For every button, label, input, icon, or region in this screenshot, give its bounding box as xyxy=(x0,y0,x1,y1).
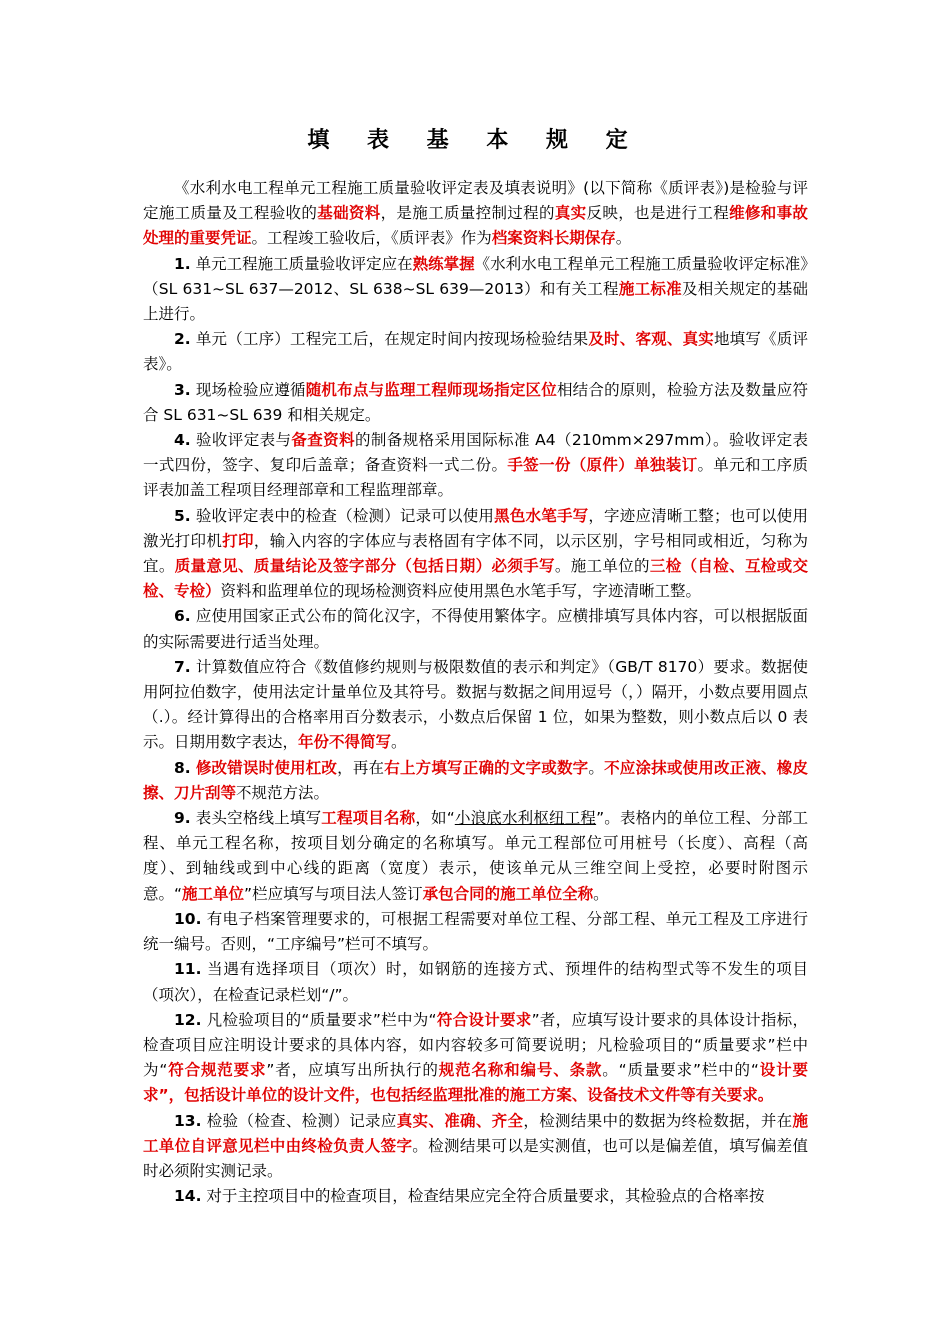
text-run: 及相关规定的基础上进行。 xyxy=(143,279,808,324)
paragraph-6 xyxy=(143,604,808,654)
highlighted-text: 不应涂抹或使用改正液、橡皮擦、刀片刮等 xyxy=(143,758,808,802)
highlighted-text: 随机布点与监理工程师现场指定区位 xyxy=(305,380,557,399)
highlighted-text: 手签一份（原件）单独装订 xyxy=(507,456,698,475)
item-number: 14. xyxy=(174,1187,202,1206)
paragraph-1 xyxy=(143,252,808,328)
text-run: 。 xyxy=(588,758,605,777)
text-run: 现场检验应遵循 xyxy=(190,380,306,399)
highlighted-text: 三检（自检、互检或交检、专检） xyxy=(143,557,808,601)
text-run: 表头空格线上填写 xyxy=(190,809,322,828)
text-run: ”者，应填写出所执行的 xyxy=(266,1061,439,1080)
text-run: 检验（检查、检测）记录应 xyxy=(201,1111,397,1130)
paragraph-14 xyxy=(143,1184,808,1209)
item-number: 2. xyxy=(174,330,191,349)
highlighted-text: 档案资料长期保存 xyxy=(491,229,616,248)
text-run: 不规范方法。 xyxy=(236,783,330,802)
paragraph-0 xyxy=(143,176,808,252)
highlighted-text: 工程项目名称 xyxy=(321,809,416,828)
highlighted-text: 维修和事故处理的重要凭证 xyxy=(143,204,808,248)
item-number: 9. xyxy=(174,809,191,828)
item-number: 13. xyxy=(174,1111,202,1130)
paragraph-7 xyxy=(143,655,808,756)
highlighted-text: 熟练掌握 xyxy=(412,254,475,273)
text-run: 对于主控项目中的检查项目，检查结果应完全符合质量要求，其检验点的合格率按 xyxy=(201,1187,765,1206)
highlighted-text: 设计要求”，包括设计单位的设计文件，也包括经监理批准的施工方案、设备技术文件等有关要求。 xyxy=(143,1061,808,1105)
highlighted-text: 承包合同的施工单位全称 xyxy=(422,884,594,903)
text-run: ，输入内容的字体应与表格固有字体不同，以示区别，字号相同或相近，匀称为宜。 xyxy=(143,531,808,576)
text-run: 的制备规格采用国际标准 A4（210mm×297mm）。验收评定表一式四份，签字、复印后盖章；备查资料一式二份。 xyxy=(143,431,808,475)
highlighted-text: 施工单位 xyxy=(182,884,245,903)
text-run: ，如“ xyxy=(415,809,455,828)
highlighted-text: 黑色水笔手写 xyxy=(494,506,589,525)
item-number: 11. xyxy=(174,960,202,979)
paragraph-8 xyxy=(143,756,808,806)
highlighted-text: 施工标准 xyxy=(618,279,682,298)
item-number: 3. xyxy=(174,380,191,399)
paragraph-4 xyxy=(143,428,808,504)
text-run: ”者，应填写设计要求的具体设计指标，检查项目应注明设计要求的具体内容，如内容较多可简要说明；凡检验项目的“质量要求”栏中为“ xyxy=(143,1010,808,1080)
text-run: 单元工程施工质量验收评定应在 xyxy=(190,254,413,273)
text-run: 当遇有选择项目（项次）时，如钢筋的连接方式、预埋件的结构型式等不发生的项目（项次），在检查记录栏划“/”。 xyxy=(143,960,808,1004)
highlighted-text: 基础资料 xyxy=(317,204,381,223)
text-run: 地填写《质评表》。 xyxy=(143,330,808,374)
text-run: 。工程竣工验收后，《质评表》作为 xyxy=(251,229,492,248)
text-run: ，检测结果中的数据为终检数据，并在 xyxy=(523,1111,793,1130)
item-number: 10. xyxy=(174,909,202,928)
highlighted-text: 备查资料 xyxy=(291,431,355,450)
text-run: 验收评定表与 xyxy=(190,431,292,450)
page-title: 填 表 基 本 规 定 xyxy=(307,127,643,153)
highlighted-text: 打印 xyxy=(222,531,254,550)
paragraph-13 xyxy=(143,1109,808,1185)
underlined-text: 小浪底水利枢纽工程 xyxy=(454,809,597,828)
text-run: 《水利水电工程单元工程施工质量验收评定标准》（SL 631~SL 637—2012、SL 638~SL 639—2013）和有关工程 xyxy=(143,254,808,298)
text-run: ”。表格内的单位工程、分部工程、单元工程名称，按项目划分确定的名称填写。单元工程部位可用桩号（长度）、高程（高度）、到轴线或到中心线的距离（宽度）表示，使该单元从三维空间上受控，必要时附图示意。“ xyxy=(143,809,808,903)
item-number: 1. xyxy=(174,254,191,273)
text-run: 有电子档案管理要求的，可根据工程需要对单位工程、分部工程、单元工程及工序进行统一编号。否则，“工序编号”栏可不填写。 xyxy=(143,909,808,954)
text-run: 计算数值应符合《数值修约规则与极限数值的表示和判定》（GB/T 8170）要求。数据使用阿拉伯数字，使用法定计量单位及其符号。数据与数据之间用逗号（，）隔开，小数点要用圆点（.）。经计算得出的合格率用百分数表示，小数点后保留 1 位，如果为整数，则小数点后以 0 表示。日期用数字表达， xyxy=(143,657,808,752)
text-run: ，字迹应清晰工整；也可以使用激光打印机 xyxy=(143,506,808,550)
highlighted-text: 施工单位自评意见栏中由终检负责人签字 xyxy=(143,1111,808,1155)
text-run: ，再在 xyxy=(337,758,385,777)
text-run: 。 xyxy=(615,229,632,248)
text-run: 《水利水电工程单元工程施工质量验收评定表及填表说明》(以下简称《质评表》)是检验与评定施工质量及工程验收的 xyxy=(143,179,808,223)
document-body xyxy=(143,176,808,1209)
highlighted-text: 符合设计要求 xyxy=(436,1010,532,1029)
item-number: 8. xyxy=(174,758,191,777)
highlighted-text: 修改错误时使用杠改 xyxy=(195,758,338,777)
paragraph-5 xyxy=(143,504,808,605)
paragraph-12 xyxy=(143,1008,808,1109)
paragraph-11 xyxy=(143,957,808,1007)
text-run: 反映，也是进行工程 xyxy=(586,204,730,223)
text-run: 验收评定表中的检查（检测）记录可以使用 xyxy=(190,506,495,525)
text-run: 资料和监理单位的现场检测资料应使用黑色水笔手写，字迹清晰工整。 xyxy=(220,582,702,601)
item-number: 6. xyxy=(174,607,191,626)
highlighted-text: 符合规范要求 xyxy=(167,1061,267,1080)
text-run: 应使用国家正式公布的简化汉字，不得使用繁体字。应横排填写具体内容，可以根据版面的实际需要进行适当处理。 xyxy=(143,607,808,651)
paragraph-9 xyxy=(143,806,808,907)
highlighted-text: 右上方填写正确的文字或数字 xyxy=(384,758,589,777)
text-run: 。 xyxy=(593,884,609,903)
highlighted-text: 真实、准确、齐全 xyxy=(396,1111,524,1130)
text-run: 。检测结果可以是实测值，也可以是偏差值，填写偏差值时必须附实测记录。 xyxy=(143,1136,808,1180)
item-number: 12. xyxy=(174,1010,202,1029)
text-run: 相结合的原则，检验方法及数量应符合 SL 631~SL 639 和相关规定。 xyxy=(143,380,808,424)
text-run: ，是施工质量控制过程的 xyxy=(380,204,555,223)
text-run: 。单元和工序质评表加盖工程项目经理部章和工程监理部章。 xyxy=(143,456,808,500)
text-run: 。“质量要求”栏中的“ xyxy=(602,1061,759,1080)
paragraph-2 xyxy=(143,327,808,377)
text-run: 。施工单位的 xyxy=(554,557,650,576)
text-run: 凡检验项目的“质量要求”栏中为“ xyxy=(201,1010,437,1029)
item-number: 5. xyxy=(174,506,191,525)
paragraph-3 xyxy=(143,378,808,428)
text-run: 单元（工序）工程完工后，在规定时间内按现场检验结果 xyxy=(190,330,589,349)
text-run: 。 xyxy=(391,733,407,752)
highlighted-text: 及时、客观、真实 xyxy=(588,330,714,349)
paragraph-10 xyxy=(143,907,808,957)
highlighted-text: 年份不得简写 xyxy=(298,733,392,752)
highlighted-text: 规范名称和编号、条款 xyxy=(438,1061,603,1080)
highlighted-text: 真实 xyxy=(554,204,587,223)
item-number: 7. xyxy=(174,657,191,676)
highlighted-text: 质量意见、质量结论及签字部分（包括日期）必须手写 xyxy=(174,557,555,576)
item-number: 4. xyxy=(174,431,191,450)
text-run: ”栏应填写与项目法人签订 xyxy=(244,884,423,903)
